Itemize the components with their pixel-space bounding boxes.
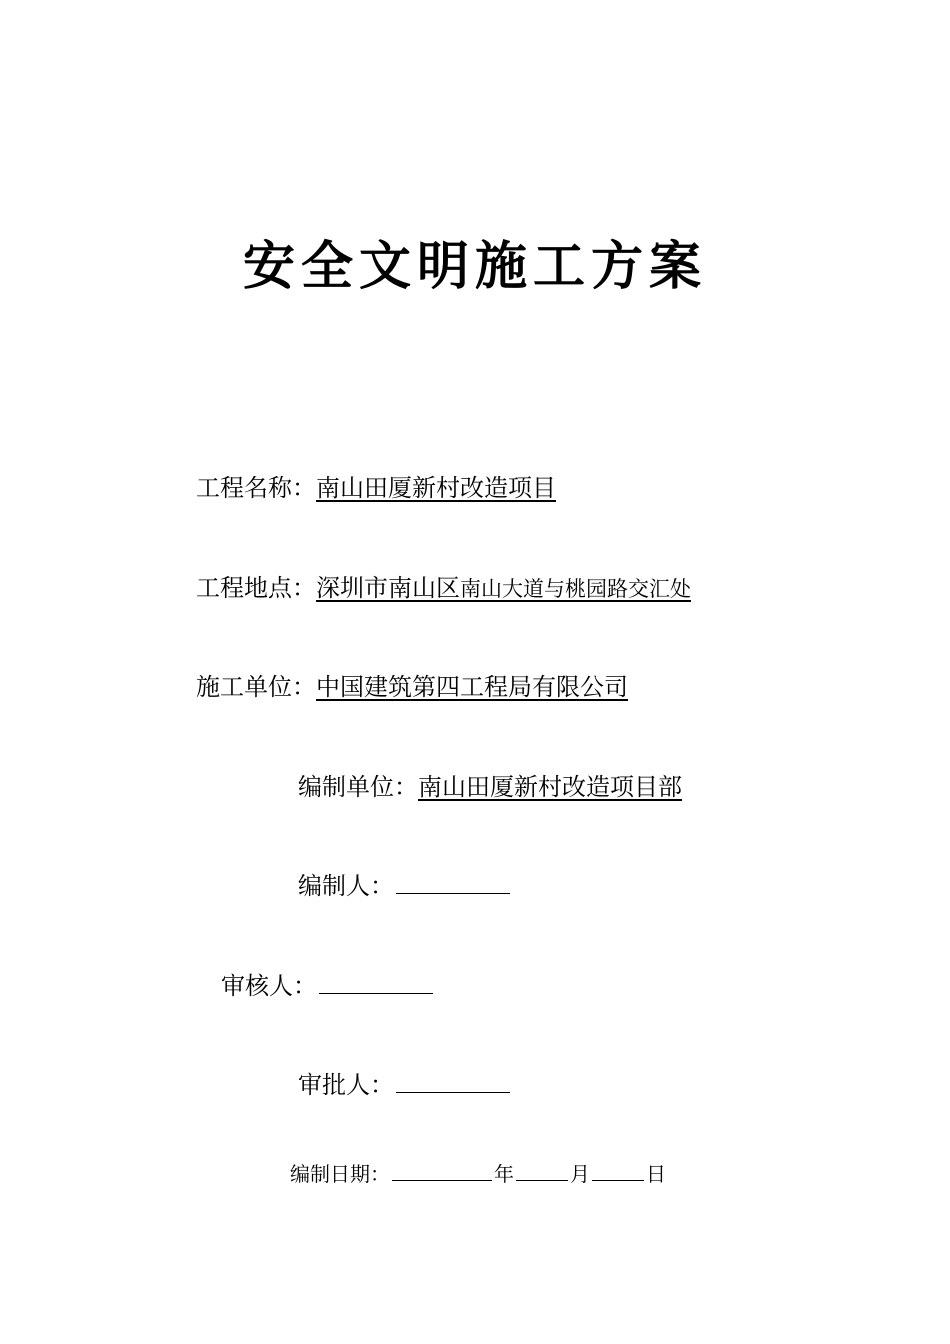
compile-date-day-blank[interactable]: [592, 1179, 644, 1181]
project-name-row: [196, 472, 556, 504]
project-name-value: 南山田厦新村改造项目: [316, 474, 556, 502]
construction-unit-row: [196, 671, 628, 703]
compile-date-year-blank[interactable]: [392, 1179, 492, 1181]
compiler-row: [298, 870, 512, 902]
approver-blank[interactable]: [396, 1091, 510, 1093]
approver-row: [298, 1069, 512, 1101]
compile-date-label: 编制日期：: [290, 1162, 390, 1186]
compiling-unit-row: [298, 771, 682, 803]
compile-date-day-unit: 日: [646, 1162, 666, 1186]
compiler-label: 编制人：: [298, 872, 394, 900]
reviewer-row: [221, 970, 435, 1002]
reviewer-label: 审核人：: [221, 972, 317, 1000]
compiling-unit-value: 南山田厦新村改造项目部: [418, 773, 682, 801]
project-location-value-rest: 南山大道与桃园路交汇处: [460, 577, 691, 601]
construction-unit-value: 中国建筑第四工程局有限公司: [316, 673, 628, 701]
project-location-row: [196, 572, 691, 605]
compile-date-year-unit: 年: [494, 1162, 514, 1186]
document-title: 安全文明施工方案: [242, 236, 707, 297]
compile-date-row: [290, 1158, 666, 1190]
compiler-blank[interactable]: [396, 892, 510, 894]
reviewer-blank[interactable]: [319, 992, 433, 994]
compile-date-month-blank[interactable]: [516, 1179, 568, 1181]
project-location-label: 工程地点：: [196, 574, 316, 602]
project-location-value-main: 深圳市南山区: [316, 574, 460, 602]
construction-unit-label: 施工单位：: [196, 673, 316, 701]
project-location-value: [316, 574, 691, 602]
approver-label: 审批人：: [298, 1071, 394, 1099]
compiling-unit-label: 编制单位：: [298, 773, 418, 801]
project-name-label: 工程名称：: [196, 474, 316, 502]
compile-date-month-unit: 月: [570, 1162, 590, 1186]
